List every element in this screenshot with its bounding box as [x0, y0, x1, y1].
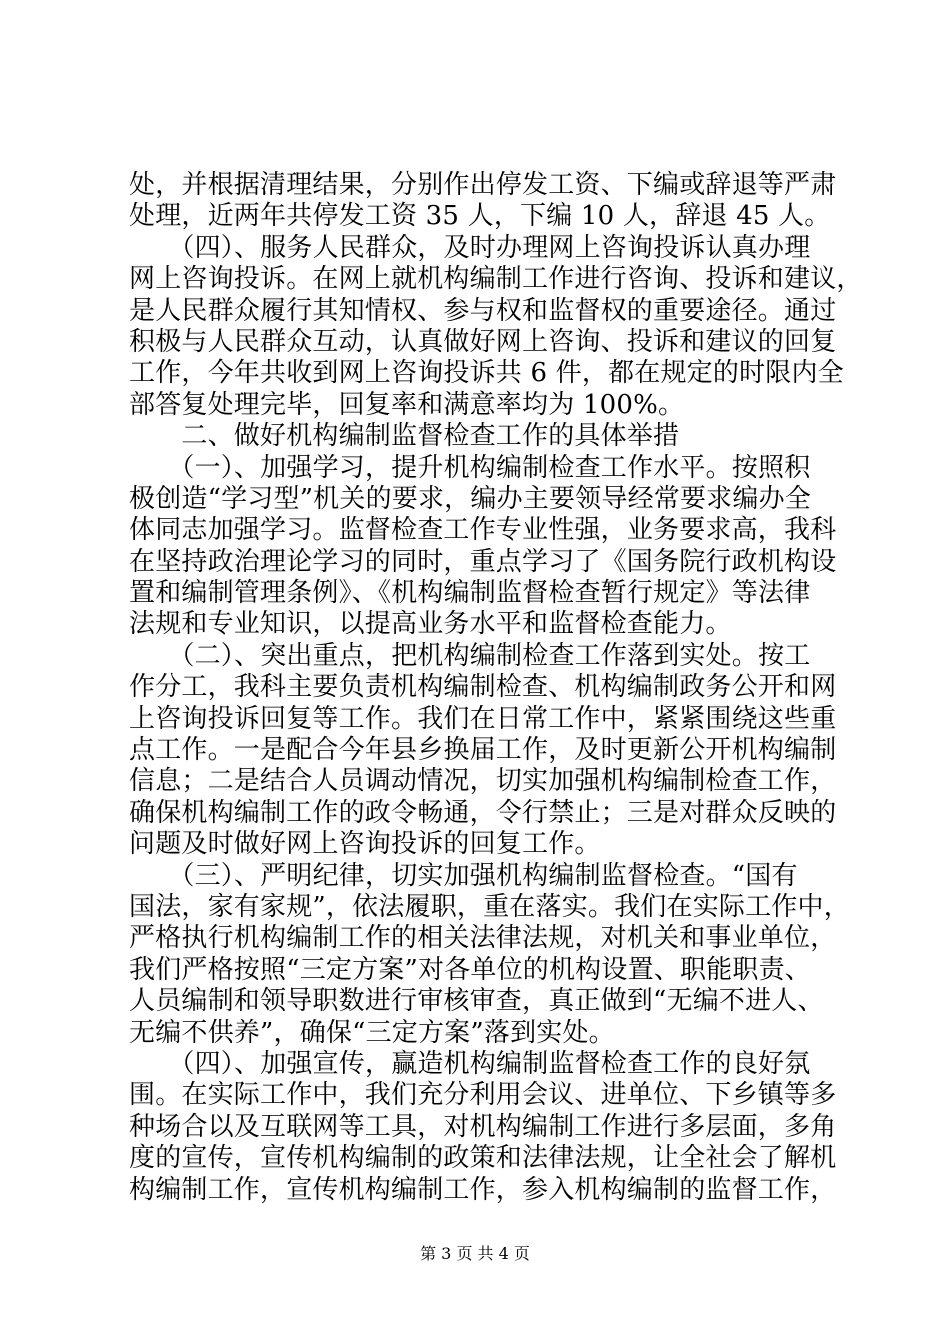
text-line: 在坚持政治理论学习的同时，重点学习了《国务院行政机构设	[129, 546, 837, 577]
text-line: （四）、加强宣传，赢造机构编制监督检查工作的良好氛	[129, 1048, 811, 1079]
text-line: 围。在实际工作中，我们充分利用会议、进单位、下乡镇等多	[129, 1080, 837, 1111]
text-line: 置和编制管理条例》、《机构编制监督检查暂行规定》等法律	[129, 578, 811, 609]
text-line: 点工作。一是配合今年县乡换届工作，及时更新公开机构编制	[129, 735, 837, 766]
body-text	[129, 170, 863, 1206]
text-line: 法规和专业知识，以提高业务水平和监督检查能力。	[129, 609, 732, 640]
text-line: 积极与人民群众互动，认真做好网上咨询、投诉和建议的回复	[129, 326, 837, 357]
text-line: 构编制工作，宣传机构编制工作，参入机构编制的监督工作，	[129, 1174, 837, 1205]
text-line: 种场合以及互联网等工具，对机构编制工作进行多层面，多角	[129, 1111, 837, 1142]
text-line: 极创造“学习型”机关的要求，编办主要领导经常要求编办全	[129, 483, 811, 514]
text-line: 体同志加强学习。监督检查工作专业性强，业务要求高，我科	[129, 515, 837, 546]
text-line: 上咨询投诉回复等工作。我们在日常工作中，紧紧围绕这些重	[129, 703, 837, 734]
text-line: 处，并根据清理结果，分别作出停发工资、下编或辞退等严肃	[129, 170, 837, 200]
text-line: （四）、服务人民群众，及时办理网上咨询投诉认真办理	[129, 232, 811, 263]
text-line: 信息；二是结合人员调动情况，切实加强机构编制检查工作，	[129, 766, 837, 797]
text-line: 部答复处理完毕，回复率和满意率均为 100%。	[129, 389, 685, 420]
text-line: 问题及时做好网上咨询投诉的回复工作。	[129, 829, 601, 860]
text-line: 国法，家有家规”，依法履职，重在落实。我们在实际工作中，	[129, 891, 850, 922]
text-line: 二、做好机构编制监督检查工作的具体举措	[129, 421, 680, 452]
text-line: 我们严格按照“三定方案”对各单位的机构设置、职能职责、	[129, 954, 811, 985]
page-footer: 第 3 页 共 4 页	[420, 1244, 530, 1263]
text-line: （一）、加强学习，提升机构编制检查工作水平。按照积	[129, 452, 811, 483]
text-line: 度的宣传，宣传机构编制的政策和法律法规，让全社会了解机	[129, 1143, 837, 1174]
text-line: 无编不供养”，确保“三定方案”落到实处。	[129, 1017, 615, 1048]
text-line: 网上咨询投诉。在网上就机构编制工作进行咨询、投诉和建议，	[129, 264, 863, 295]
text-line: 人员编制和领导职数进行审核审查，真正做到“无编不进人、	[129, 986, 824, 1017]
text-line: 是人民群众履行其知情权、参与权和监督权的重要途径。通过	[129, 295, 837, 326]
text-line: 严格执行机构编制工作的相关法律法规，对机关和事业单位，	[129, 923, 837, 954]
text-line: （二）、突出重点，把机构编制检查工作落到实处。按工	[129, 640, 811, 671]
text-line: 作分工，我科主要负责机构编制检查、机构编制政务公开和网	[129, 672, 837, 703]
text-line: 确保机构编制工作的政令畅通，令行禁止；三是对群众反映的	[129, 797, 837, 828]
text-line: （三）、严明纪律，切实加强机构编制监督检查。“国有	[129, 860, 798, 891]
text-line: 处理，近两年共停发工资 35 人，下编 10 人，辞退 45 人。	[129, 201, 831, 232]
text-line: 工作，今年共收到网上咨询投诉共 6 件，都在规定的时限内全	[129, 358, 844, 389]
